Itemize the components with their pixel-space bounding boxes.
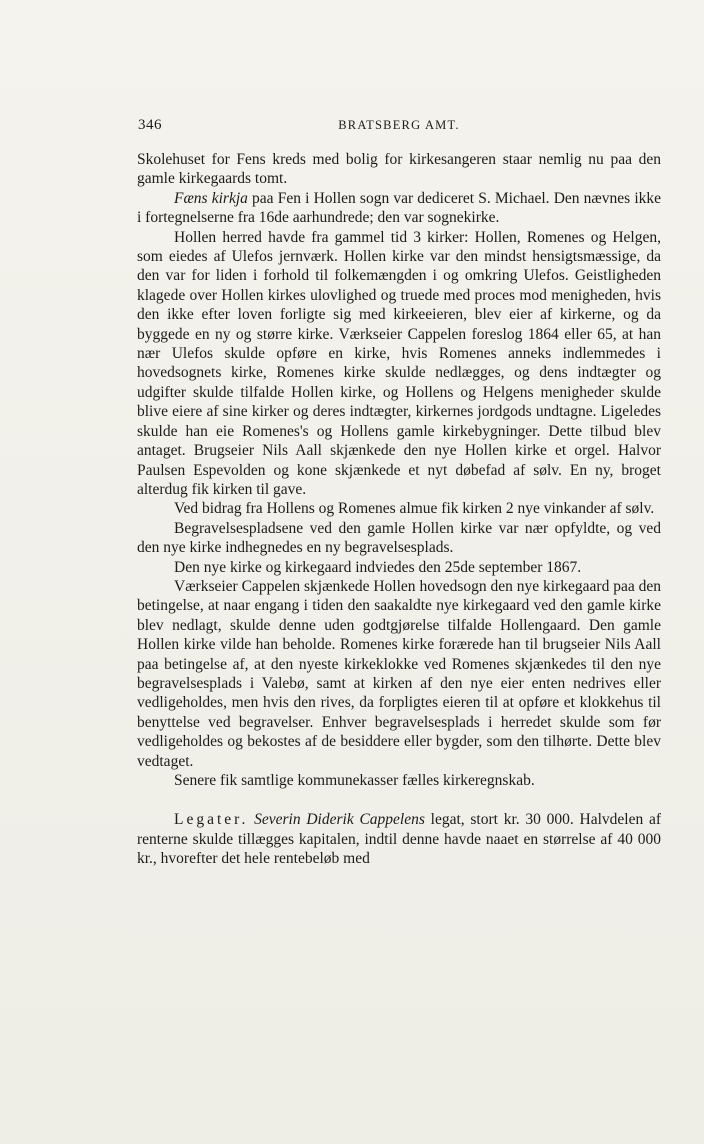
- paragraph-2: [137, 189, 661, 228]
- paragraph-8: Senere fik samtlige kommunekasser fælles kirkeregnskab.: [174, 772, 535, 789]
- paragraph-1: Skolehuset for Fens kreds med bolig for kirkesangeren staar nemlig nu paa den gamle kirkegaards tomt.: [137, 151, 661, 188]
- legacy-name: Severin Diderik Cappelens: [254, 811, 425, 829]
- section-heading: Legater.: [174, 811, 249, 829]
- paragraph-2-text: paa Fen i Hollen sogn var dediceret S. Michael. Den nævnes ikke i fortegnelserne fra 16de aarhundrede; den var sognekirke.: [137, 189, 662, 227]
- paragraph-9: [137, 810, 661, 868]
- paragraph-5: Begravelsespladsene ved den gamle Hollen kirke var nær opfyldte, og ved den nye kirke indhegnedes en ny begravelsesplads.: [137, 519, 661, 557]
- page-header: [138, 117, 660, 137]
- running-head: BRATSBERG AMT.: [338, 118, 460, 132]
- paragraph-7: Værkseier Cappelen skjænkede Hollen hovedsogn den nye kirkegaard paa den betingelse, at naar engang i tiden den saakaldte nye kirkegaard ved den gamle kirke blev nedlagt, skulde denne uden godtgjørelse tilfalde Hollengaard. Den gamle Hollen kirke vilde han beholde. Romenes kirke forærede han til brugseier Nils Aall paa betingelse af, at den nyeste kirkeklokke ved Romenes skjænkedes til den nye begravelsesplads i Valebø, samt at kirken af den nye eier enten nedrives eller vedligeholdes, men hvis den rives, da forpligtes eieren til at opføre et klokkehus til benyttelse ved begravelser. Enhver begravelsesplads i herredet skulde som før vedligeholdes og bekostes af de besiddere eller bygder, som den tilhørte. Dette blev vedtaget.: [137, 577, 661, 770]
- body-text: [137, 150, 661, 869]
- paragraph-3: Hollen herred havde fra gammel tid 3 kirker: Hollen, Romenes og Helgen, som eiedes af Ulefos jernværk. Hollen kirke var den mindst hensigtsmæssige, da den var for liden i forhold til folkemængden i og omkring Ulefos. Geistligheden klagede over Hollen kirkes ulovlighed og truede med proces mod menigheden, hvis den ikke efter loven forligte sig med kirkeeieren, blev eier af kirkerne, og da byggede en ny og større kirke. Værkseier Cappelen foreslog 1864 eller 65, at han nær Ulefos skulde opføre en kirke, hvis Romenes anneks indlemmedes i hovedsognets kirke, Romenes kirke skulde nedlægges, og dens indtægter og udgifter skulde tilfalde Hollen kirke, og Hollens og Helgens menigheder skulde blive eiere af sine kirker og deres indtægter, kirkernes jordgods undtagne. Ligeledes skulde han eie Romenes's og Hollens gamle kirkebygninger. Dette tilbud blev antaget. Brugseier Nils Aall skjænkede den nye Hollen kirke et orgel. Halvor Paulsen Espevolden og kone skjænkede et nyt døbefad af sølv. En ny, broget alterdug fik kirken til gave.: [137, 228, 661, 498]
- church-name: Fæns kirkja: [174, 189, 248, 207]
- paragraph-6: Den nye kirke og kirkegaard indviedes den 25de september 1867.: [174, 558, 582, 576]
- paragraph-9-text: legat, stort kr. 30 000. Halvdelen af renterne skulde tillægges kapitalen, indtil denne havde naaet en størrelse af 40 000 kr., hvorefter det hele rentebeløb med: [137, 811, 661, 868]
- page-number: 346: [138, 117, 162, 133]
- paragraph-4: Ved bidrag fra Hollens og Romenes almue fik kirken 2 nye vinkander af sølv.: [174, 500, 655, 518]
